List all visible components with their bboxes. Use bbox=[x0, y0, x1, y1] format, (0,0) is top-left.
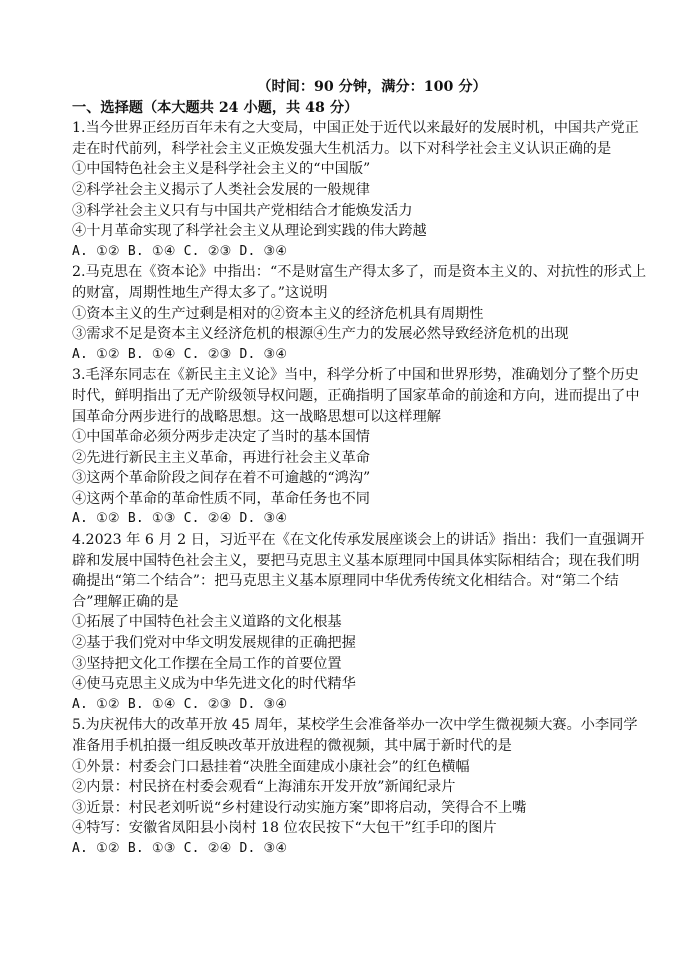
section-title: 一、选择题（本大题共 24 小题，共 48 分） bbox=[72, 99, 359, 116]
option-2: ②科学社会主义揭示了人类社会发展的一般规律 bbox=[72, 181, 370, 198]
question-stem: 2.马克思在《资本论》中指出：“不是财富生产得太多了，而是资本主义的、对抗性的形式上的财富，周期性地生产得太多了。”这说明 bbox=[72, 264, 647, 301]
answer-choices: A. ①② B. ①③ C. ②④ D. ③④ bbox=[72, 511, 288, 527]
option-4: ④这两个革命的革命性质不同，革命任务也不同 bbox=[72, 490, 370, 507]
question-3 bbox=[72, 365, 648, 530]
question-5 bbox=[72, 715, 648, 859]
question-1 bbox=[72, 118, 648, 262]
question-4 bbox=[72, 530, 648, 715]
answer-choices: A. ①② B. ①③ C. ②④ D. ③④ bbox=[72, 840, 288, 856]
option-3: ③坚持把文化工作摆在全局工作的首要位置 bbox=[72, 655, 342, 672]
option-2: ②内景：村民挤在村委会观看“上海浦东开发开放”新闻纪录片 bbox=[72, 779, 456, 796]
option-2: ③需求不足是资本主义经济危机的根源④生产力的发展必然导致经济危机的出现 bbox=[72, 326, 569, 343]
option-1: ①中国特色社会主义是科学社会主义的“中国版” bbox=[72, 161, 371, 178]
question-stem: 5.为庆祝伟大的改革开放 45 周年，某校学生会准备举办一次中学生微视频大赛。小李同学准备用手机拍摄一组反映改革开放进程的微视频，其中属于新时代的是 bbox=[72, 717, 638, 754]
option-2: ②基于我们党对中华文明发展规律的正确把握 bbox=[72, 635, 356, 652]
option-1: ①拓展了中国特色社会主义道路的文化根基 bbox=[72, 614, 342, 631]
option-1: ①中国革命必须分两步走决定了当时的基本国情 bbox=[72, 429, 370, 446]
option-1: ①资本主义的生产过剩是相对的②资本主义的经济危机具有周期性 bbox=[72, 305, 484, 322]
option-1: ①外景：村委会门口悬挂着“决胜全面建成小康社会”的红色横幅 bbox=[72, 758, 470, 775]
answer-choices: A. ①② B. ①④ C. ②③ D. ③④ bbox=[72, 696, 288, 712]
option-4: ④特写：安徽省凤阳县小岗村 18 位农民按下“大包干”红手印的图片 bbox=[72, 820, 497, 837]
time-score-line: （时间：90 分钟，满分：100 分） bbox=[257, 79, 487, 95]
option-3: ③这两个革命阶段之间存在着不可逾越的“鸿沟” bbox=[72, 470, 371, 487]
option-4: ④使马克思主义成为中华先进文化的时代精华 bbox=[72, 676, 356, 693]
option-2: ②先进行新民主主义革命，再进行社会主义革命 bbox=[72, 449, 370, 466]
option-3: ③近景：村民老刘听说“乡村建设行动实施方案”即将启动，笑得合不上嘴 bbox=[72, 799, 527, 816]
option-4: ④十月革命实现了科学社会主义从理论到实践的伟大跨越 bbox=[72, 223, 427, 240]
question-2 bbox=[72, 262, 648, 365]
question-stem: 1.当今世界正经历百年未有之大变局，中国正处于近代以来最好的发展时机，中国共产党正走在时代前列，科学社会主义正焕发强大生机活力。以下对科学社会主义认识正确的是 bbox=[72, 120, 639, 157]
question-stem: 3.毛泽东同志在《新民主主义论》当中，科学分析了中国和世界形势，准确划分了整个历史时代，鲜明指出了无产阶级领导权问题，正确指明了国家革命的前途和方向，进而提出了中国革命分两步进行的战略思想。这一战略思想可以这样理解 bbox=[72, 367, 640, 425]
question-stem: 4.2023 年 6 月 2 日，习近平在《在文化传承发展座谈会上的讲话》指出：我们一直强调开辟和发展中国特色社会主义，要把马克思主义基本原理同中国具体实际相结合；现在我们明确提出“第二个结合”：把马克思主义基本原理同中华优秀传统文化相结合。对“第二个结合”理解正确的是 bbox=[72, 532, 645, 610]
option-3: ③科学社会主义只有与中国共产党相结合才能焕发活力 bbox=[72, 202, 413, 219]
answer-choices: A. ①② B. ①④ C. ②③ D. ③④ bbox=[72, 346, 288, 362]
answer-choices: A. ①② B. ①④ C. ②③ D. ③④ bbox=[72, 243, 288, 259]
